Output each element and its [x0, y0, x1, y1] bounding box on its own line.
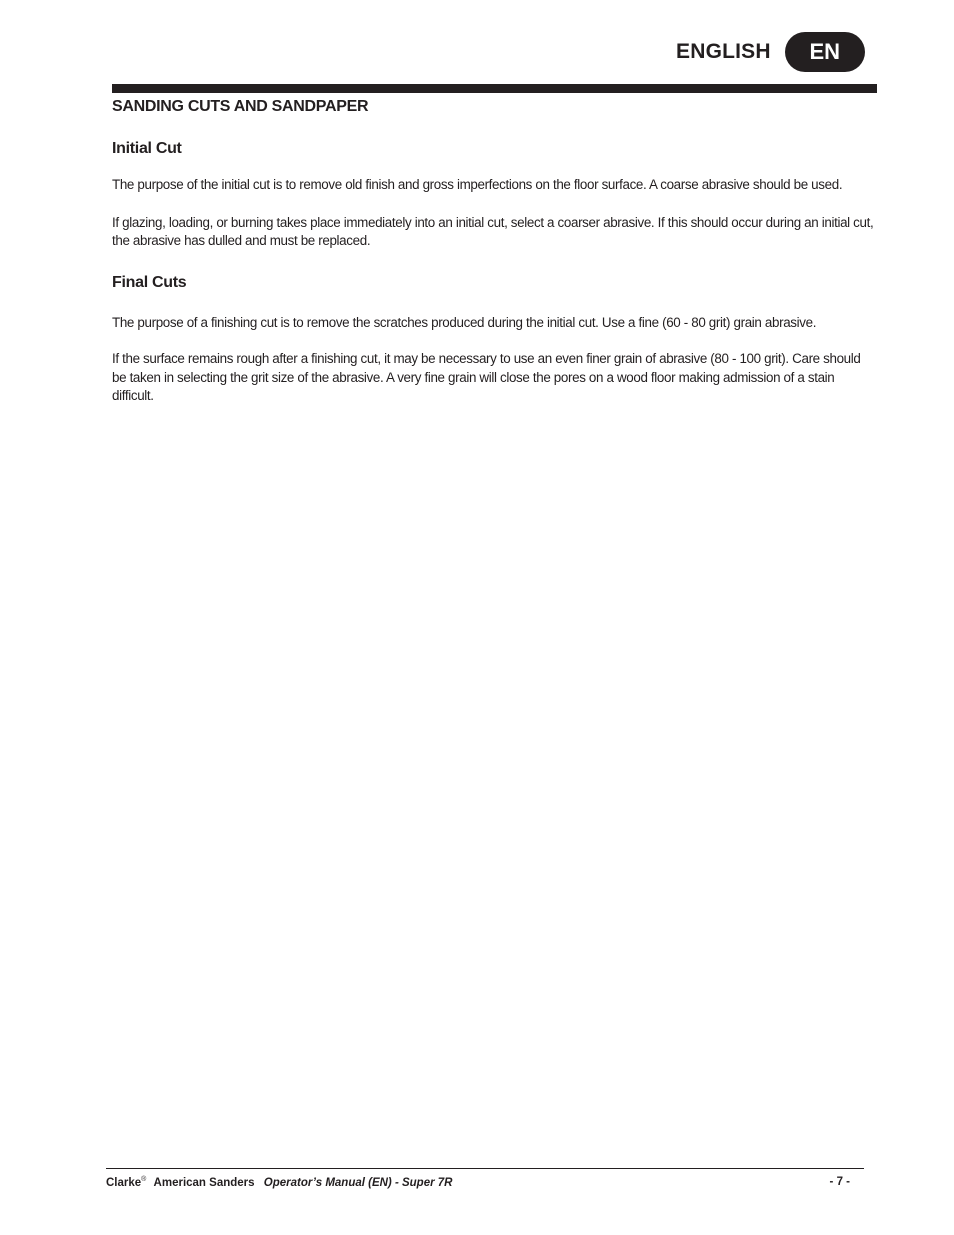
page-footer [106, 1176, 850, 1189]
final-cuts-heading: Final Cuts [112, 273, 187, 291]
footer-manual-info [106, 1176, 452, 1189]
footer-company: American Sanders [153, 1176, 255, 1189]
section-title: SANDING CUTS AND SANDPAPER [112, 98, 369, 115]
footer-manual-title: Operator’s Manual (EN) - Super 7R [263, 1176, 453, 1189]
registered-mark: ® [141, 1176, 147, 1183]
final-cuts-paragraph-2: If the surface remains rough after a finishing cut, it may be necessary to use an even finer grain of abrasive (80 - 100 grit). Care should be taken in selecting the grit size of the abrasive. A very fine grain will close the pores on a wood floor making admission of a stain difficult. [112, 351, 861, 403]
initial-cut-heading: Initial Cut [112, 140, 182, 157]
page-number: - 7 - [829, 1176, 850, 1188]
language-label: ENGLISH [676, 40, 771, 63]
footer-brand: Clarke [106, 1176, 142, 1189]
language-code-badge: EN [785, 32, 865, 72]
page-content [112, 96, 874, 406]
final-cuts-paragraph-1: The purpose of a finishing cut is to remove the scratches produced during the initial cut. Use a fine (60 - 80 grit) grain abrasive. [112, 314, 817, 330]
footer-rule [106, 1168, 864, 1169]
header-rule [112, 84, 877, 93]
initial-cut-paragraph-1: The purpose of the initial cut is to remove old finish and gross imperfections on the floor surface. A coarse abrasive should be used. [112, 177, 843, 192]
language-header [676, 32, 865, 72]
initial-cut-paragraph-2: If glazing, loading, or burning takes place immediately into an initial cut, select a coarser abrasive. If this should occur during an initial cut, the abrasive has dulled and must be replaced. [112, 214, 874, 248]
